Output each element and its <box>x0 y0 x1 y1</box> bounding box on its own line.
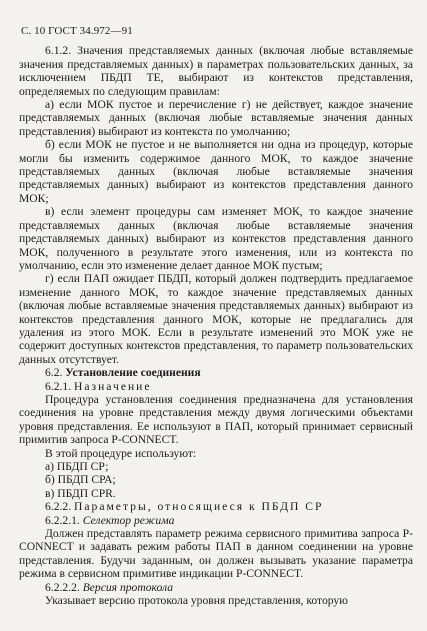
section-title: Установление соединения <box>65 366 201 380</box>
section-number: 6.2.2. <box>45 500 72 514</box>
list-item: а) ПБДП СР; <box>45 460 109 473</box>
section-6-2-1-heading <box>19 380 413 393</box>
section-number: 6.2.1. <box>45 379 72 393</box>
section-number: 6.2. <box>45 366 63 380</box>
list-item-a: а) если МОК пустое и перечисление г) не действует, каждое значение представляемых данных (включая любые вставляемые значения данных представления) выбирают из контекста по умолчанию; <box>19 98 413 138</box>
section-6-2-2-1-heading <box>19 514 413 527</box>
section-title: Селектор режима <box>82 513 175 527</box>
section-6-2-2-2-heading <box>19 581 413 594</box>
list-item-v: в) если элемент процедуры сам изменяет МОК, то каждое значение представляемых данных (включая любые вставляемые значения представляемых данных) выбирают из контекстов представления данного МОК, полученного в результате этого изменения, или из контекста по умолчанию, если это изменение делает данное МОК пустым; <box>19 205 413 272</box>
list-item-g: г) если ПАП ожидает ПБДП, который должен подтвердить предлагаемое изменение данного МОК, то каждое значение представляемых данных (включая любые вставляемые значения представляемых данных) выбирают из контекстов представления данного МОК, которые не предлагались для удаления из этого МОК. Если в результате изменений это МОК уже не содержит доступных контекстов представления, то параметр пользовательских данных отсутствует. <box>19 272 413 366</box>
section-number: 6.2.2.1. <box>45 513 80 527</box>
paragraph-6-1-2: 6.1.2. Значения представляемых данных (включая любые вставляемые значения представляемых данных) в параметрах пользовательских данных, за исключением ПБДП ТЕ, выбирают из контекстов представления, определяемых по следующим правилам: <box>19 44 413 98</box>
section-title: Параметры, относящиеся к ПБДП СР <box>74 500 324 514</box>
protocol-version-paragraph: Указывает версию протокола уровня представления, которую <box>45 594 348 608</box>
page-header: С. 10 ГОСТ 34.972—91 <box>21 25 133 37</box>
list-item: б) ПБДП СРА; <box>45 473 116 487</box>
list-item: в) ПБДП CPR. <box>45 486 116 500</box>
list-item-b: б) если МОК не пустое и не выполняется ни одна из процедур, которые могли бы изменить содержимое данного МОК, то каждое значение представляемых данных (включая любые вставляемые значения представляемых данных) выбирают из контекстов представления данного МОК; <box>19 138 413 205</box>
section-6-2-heading <box>19 366 413 379</box>
section-6-2-2-heading <box>19 500 413 513</box>
procedure-paragraph: Процедура установления соединения предназначена для установления соединения на уровне представления между двумя логическими объектами уровня представления. Ее используют в ПАП, который принимает сервисный примитив запроса P-CONNECT. <box>19 392 413 447</box>
section-number: 6.2.2.2. <box>45 580 80 594</box>
section-title: Назначение <box>74 379 152 393</box>
uses-paragraph: В этой процедуре используют: <box>45 446 197 460</box>
mode-selector-paragraph: Должен представлять параметр режима сервисного примитива запроса P-CONNECT и задавать режим работы ПАП в данном соединении на уровне представления. Будучи заданным, он должен вызывать указание параметра режима в сервисном примитиве индикации P-CONNECT. <box>19 527 413 581</box>
section-title: Версия протокола <box>82 580 173 594</box>
